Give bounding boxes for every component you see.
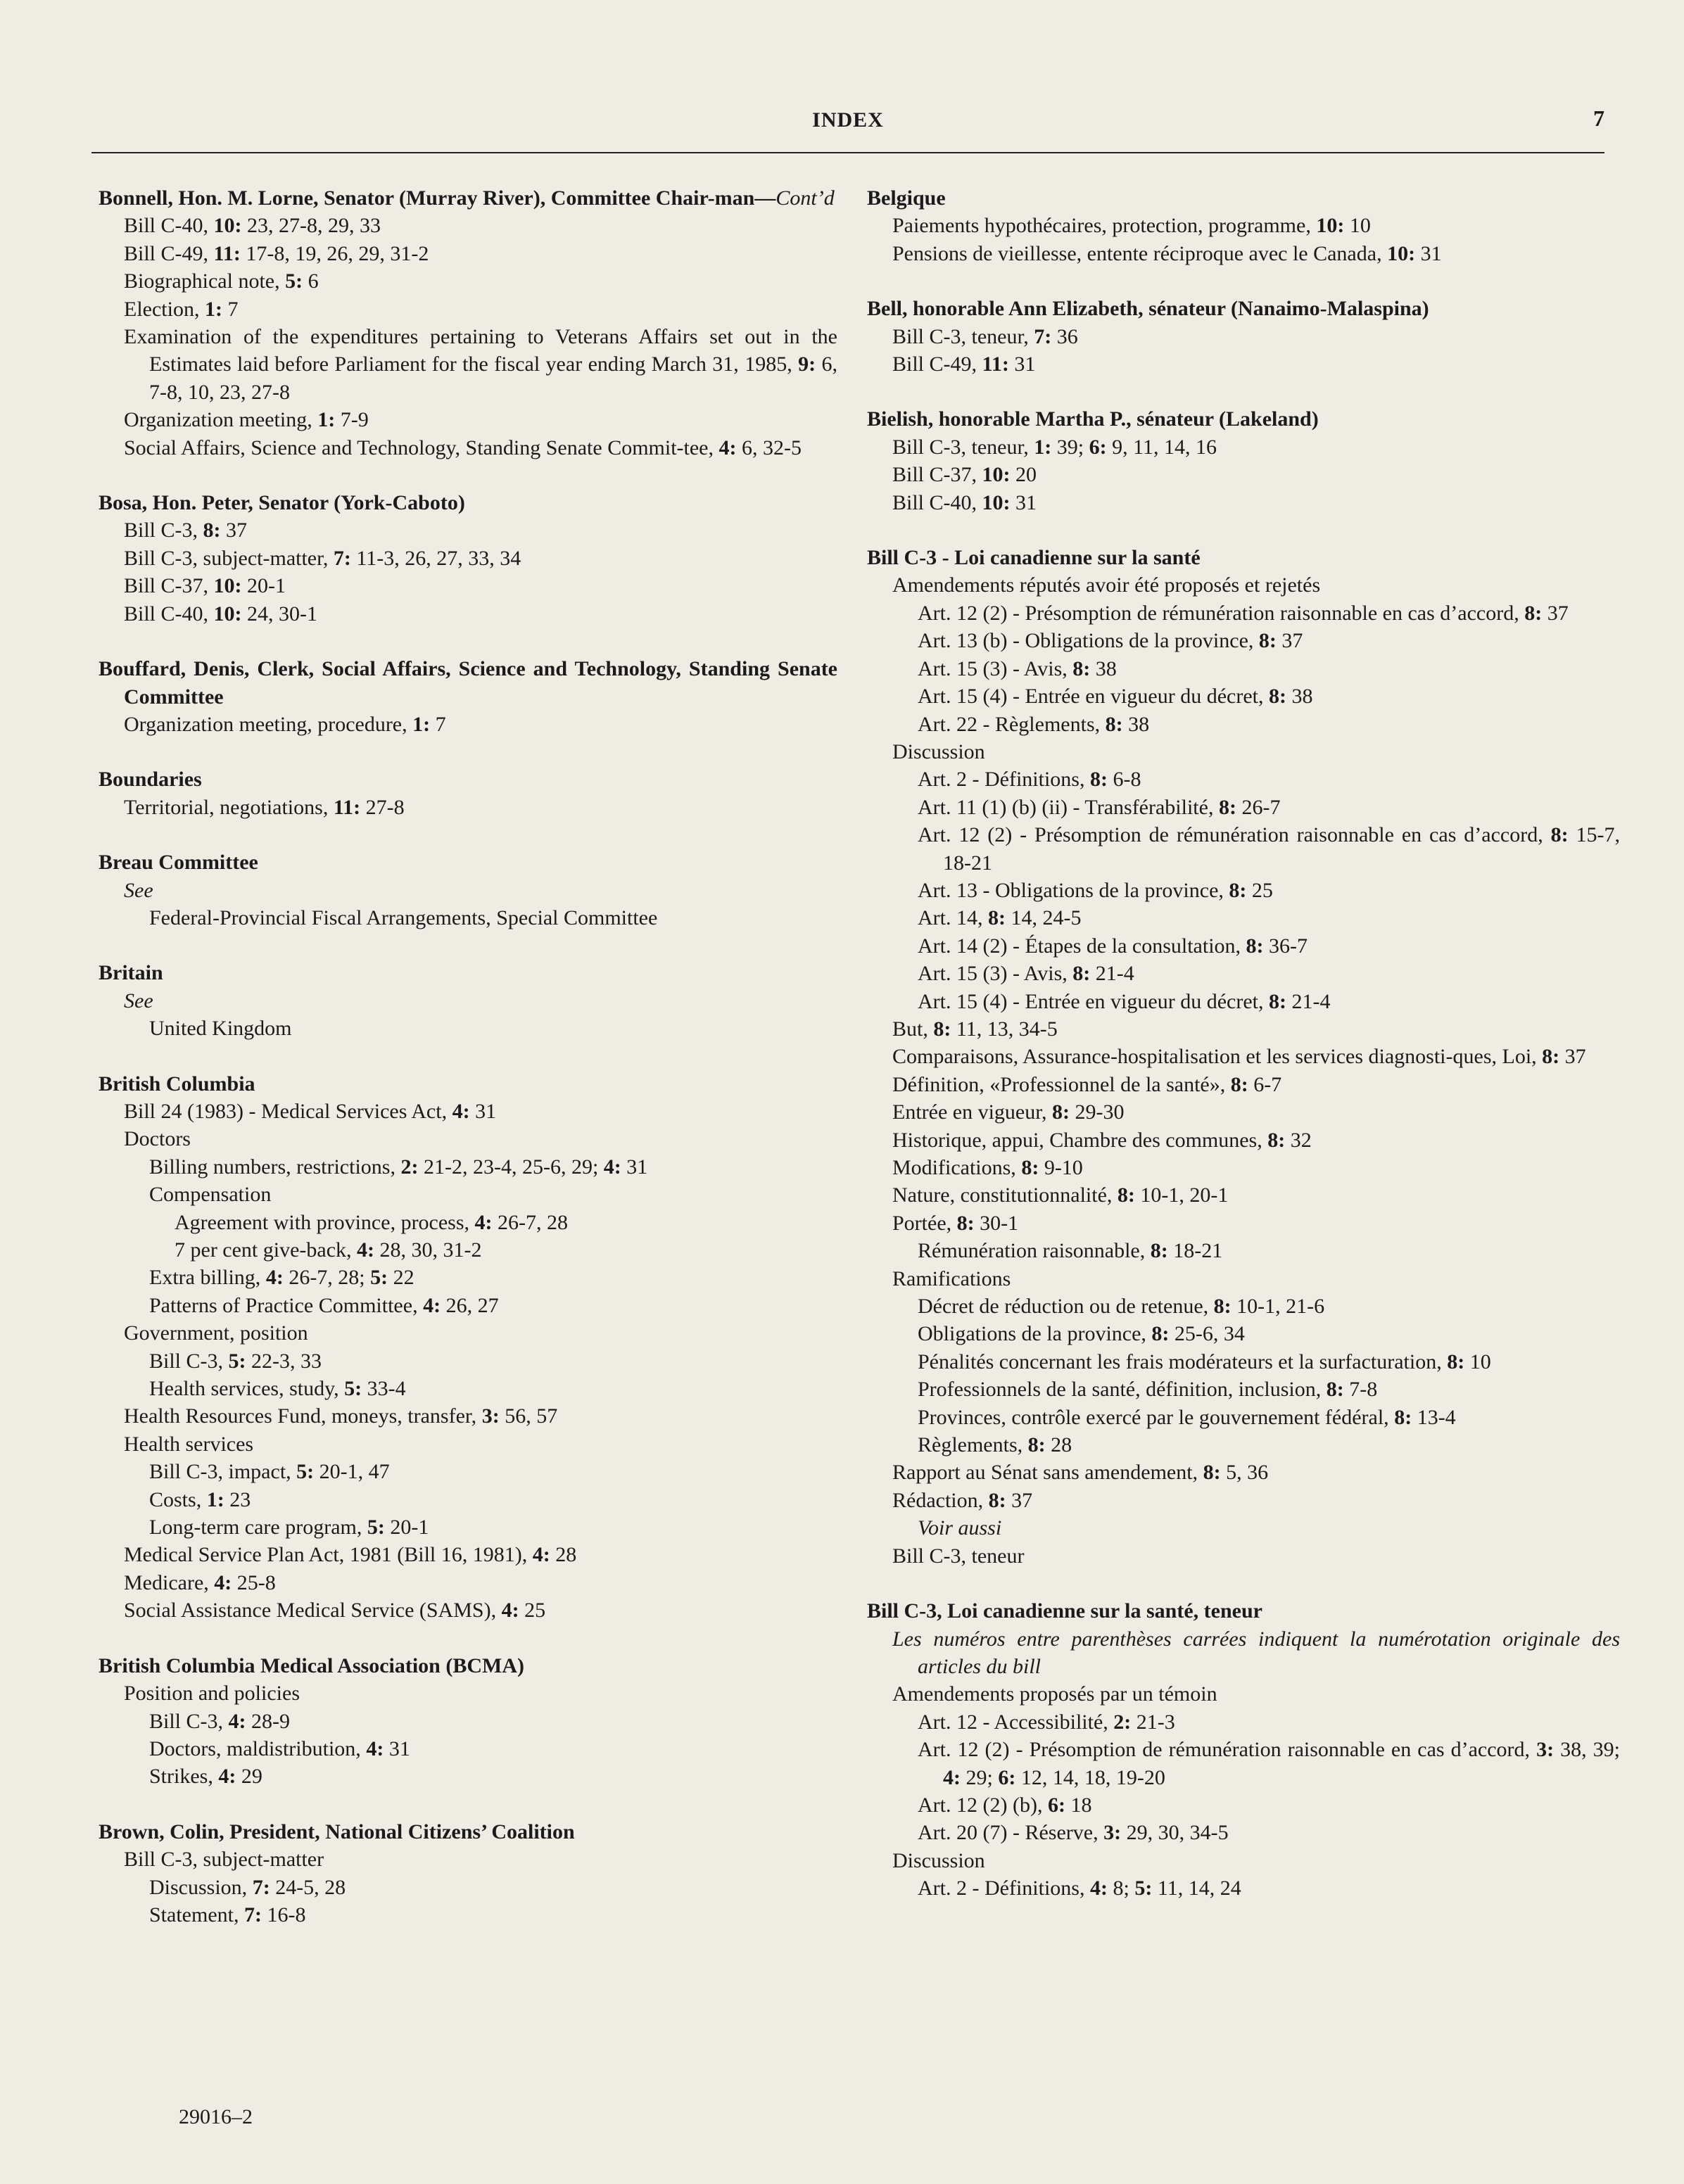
index-entry-bill-c3-teneur <box>867 1597 1620 1902</box>
subentry: Long-term care program, 5: 20-1 <box>149 1516 429 1539</box>
subentry: 7 per cent give-back, 4: 28, 30, 31-2 <box>175 1238 482 1262</box>
subentry: Rémunération raisonnable, 8: 18-21 <box>918 1239 1223 1263</box>
index-entry-belgique <box>867 184 1620 267</box>
subentry: Medical Service Plan Act, 1981 (Bill 16, 1981), 4: 28 <box>124 1543 577 1567</box>
subentry: Art. 15 (4) - Entrée en vigueur du décret, 8: 21-4 <box>918 989 1331 1013</box>
entry-heading: Breau Committee <box>99 851 258 875</box>
subentry: Professionnels de la santé, définition, inclusion, 8: 7-8 <box>918 1378 1378 1402</box>
subentry: Strikes, 4: 29 <box>149 1765 262 1789</box>
subentry: Doctors <box>124 1127 191 1151</box>
entry-heading: Bielish, honorable Martha P., sénateur (Lakeland) <box>867 407 1319 431</box>
index-entry-bouffard <box>99 655 837 738</box>
subentry: Discussion, 7: 24-5, 28 <box>149 1875 346 1899</box>
subentry: Organization meeting, procedure, 1: 7 <box>124 712 446 736</box>
entry-heading: Bosa, Hon. Peter, Senator (York-Caboto) <box>99 491 465 515</box>
page-number: 7 <box>1593 106 1604 131</box>
index-entry-bcma <box>99 1652 837 1791</box>
index-entry-bill-c3 <box>867 544 1620 1570</box>
see-reference: See <box>124 989 153 1012</box>
subentry: Rédaction, 8: 37 <box>892 1488 1033 1512</box>
subentry: Art. 12 - Accessibilité, 2: 21-3 <box>918 1710 1175 1734</box>
entry-heading: Bell, honorable Ann Elizabeth, sénateur (Nanaimo-Malaspina) <box>867 297 1429 321</box>
entry-heading: Boundaries <box>99 768 202 792</box>
subentry: Décret de réduction ou de retenue, 8: 10-1, 21-6 <box>918 1295 1325 1319</box>
subentry: Règlements, 8: 28 <box>918 1433 1072 1457</box>
subentry: Comparaisons, Assurance-hospitalisation et les services diagnosti-ques, Loi, 8: 37 <box>892 1045 1586 1069</box>
subentry: Art. 13 - Obligations de la province, 8: 25 <box>918 878 1273 902</box>
subentry: Health Resources Fund, moneys, transfer, 3: 56, 57 <box>124 1404 558 1428</box>
cross-reference: Federal-Provincial Fiscal Arrangements, Special Committee <box>149 906 658 929</box>
subentry: Pensions de vieillesse, entente réciproque avec le Canada, 10: 31 <box>892 241 1442 265</box>
subentry: Bill C-40, 10: 31 <box>892 490 1037 514</box>
subentry: Bill 24 (1983) - Medical Services Act, 4: 31 <box>124 1099 497 1123</box>
subentry: Art. 15 (3) - Avis, 8: 38 <box>918 656 1117 680</box>
entry-heading: Bill C-3 - Loi canadienne sur la santé <box>867 546 1201 570</box>
subentry: Rapport au Sénat sans amendement, 8: 5, 36 <box>892 1461 1269 1485</box>
see-also-reference: Voir aussi <box>918 1516 1002 1540</box>
entry-heading: Britain <box>99 961 163 985</box>
subentry: Paiements hypothécaires, protection, programme, 10: 10 <box>892 214 1371 238</box>
subentry: Amendements réputés avoir été proposés et rejetés <box>892 573 1321 597</box>
subentry: Health services, study, 5: 33-4 <box>149 1377 406 1401</box>
subentry: Art. 14, 8: 14, 24-5 <box>918 906 1082 930</box>
see-reference: See <box>124 878 153 902</box>
index-entry-british-columbia <box>99 1070 837 1625</box>
subentry: Election, 1: 7 <box>124 297 239 321</box>
subentry: Art. 12 (2) - Présomption de rémunération raisonnable en cas d’accord, 3: 38, 39; 4: 29; 6: 12, 14, 18, 19-20 <box>918 1738 1620 1789</box>
right-column <box>867 184 1620 1930</box>
subentry: Modifications, 8: 9-10 <box>892 1156 1083 1179</box>
subentry: Bill C-40, 10: 24, 30-1 <box>124 602 318 626</box>
subentry: Pénalités concernant les frais modérateurs et la surfacturation, 8: 10 <box>918 1350 1491 1373</box>
index-entry-boundaries <box>99 766 837 821</box>
subentry: Art. 12 (2) (b), 6: 18 <box>918 1793 1092 1817</box>
subentry: Art. 15 (4) - Entrée en vigueur du décret, 8: 38 <box>918 685 1313 709</box>
subentry: Examination of the expenditures pertaining to Veterans Affairs set out in the Estimates laid before Parliament for the fiscal year ending March 31, 1985, 9: 6, 7-8, 10, 23, 27-8 <box>124 325 838 404</box>
index-entry-bonnell <box>99 184 837 462</box>
subentry: But, 8: 11, 13, 34-5 <box>892 1017 1058 1041</box>
subentry: Provinces, contrôle exercé par le gouvernement fédéral, 8: 13-4 <box>918 1405 1456 1429</box>
left-column <box>99 184 837 1956</box>
subentry: Doctors, maldistribution, 4: 31 <box>149 1737 410 1760</box>
subentry: Costs, 1: 23 <box>149 1487 251 1511</box>
entry-heading: Bouffard, Denis, Clerk, Social Affairs, Science and Technology, Standing Senate Committee <box>99 657 837 709</box>
subentry: Government, position <box>124 1321 308 1345</box>
subentry: Social Affairs, Science and Technology, Standing Senate Commit-tee, 4: 6, 32-5 <box>124 436 802 459</box>
entry-heading: British Columbia Medical Association (BCMA) <box>99 1653 524 1677</box>
entry-heading: Bill C-3, Loi canadienne sur la santé, teneur <box>867 1599 1262 1623</box>
subentry: Définition, «Professionnel de la santé», 8: 6-7 <box>892 1072 1282 1096</box>
subentry: Compensation <box>149 1183 272 1207</box>
subentry: Art. 13 (b) - Obligations de la province, 8: 37 <box>918 629 1303 653</box>
subentry: Patterns of Practice Committee, 4: 26, 27 <box>149 1293 499 1317</box>
subentry: Social Assistance Medical Service (SAMS), 4: 25 <box>124 1599 546 1623</box>
subentry: Bill C-3, teneur, 7: 36 <box>892 324 1078 348</box>
index-entry-bielish <box>867 405 1620 516</box>
subentry: Art. 15 (3) - Avis, 8: 21-4 <box>918 962 1134 986</box>
subentry: Bill C-3, 8: 37 <box>124 519 248 542</box>
subentry: Agreement with province, process, 4: 26-7, 28 <box>175 1210 569 1234</box>
subentry: Obligations de la province, 8: 25-6, 34 <box>918 1322 1245 1346</box>
subentry: Territorial, negotiations, 11: 27-8 <box>124 795 405 819</box>
subentry: Extra billing, 4: 26-7, 28; 5: 22 <box>149 1266 414 1290</box>
subentry: Historique, appui, Chambre des communes, 8: 32 <box>892 1128 1312 1152</box>
subentry: Art. 12 (2) - Présomption de rémunération raisonnable en cas d’accord, 8: 37 <box>918 601 1569 625</box>
subentry: Bill C-3, subject-matter <box>124 1848 324 1872</box>
subentry: Nature, constitutionnalité, 8: 10-1, 20-1 <box>892 1183 1229 1207</box>
subentry: Art. 20 (7) - Réserve, 3: 29, 30, 34-5 <box>918 1821 1229 1845</box>
subentry: Entrée en vigueur, 8: 29-30 <box>892 1100 1125 1124</box>
subentry: Bill C-3, teneur, 1: 39; 6: 9, 11, 14, 16 <box>892 435 1217 459</box>
subentry: Art. 22 - Règlements, 8: 38 <box>918 712 1150 736</box>
subentry: Amendements proposés par un témoin <box>892 1682 1217 1706</box>
index-entry-bosa <box>99 489 837 628</box>
entry-heading: Belgique <box>867 186 946 210</box>
index-entry-brown <box>99 1818 837 1929</box>
subentry: Medicare, 4: 25-8 <box>124 1570 276 1594</box>
subentry: Art. 2 - Définitions, 4: 8; 5: 11, 14, 24 <box>918 1877 1241 1900</box>
page-title: INDEX <box>812 108 884 132</box>
subentry: Bill C-40, 10: 23, 27-8, 29, 33 <box>124 214 381 238</box>
subentry: Bill C-3, subject-matter, 7: 11-3, 26, 27, 33, 34 <box>124 546 521 570</box>
subentry: Biographical note, 5: 6 <box>124 269 319 293</box>
subentry: Art. 14 (2) - Étapes de la consultation, 8: 36-7 <box>918 934 1308 958</box>
subentry: Bill C-3, impact, 5: 20-1, 47 <box>149 1460 390 1484</box>
subentry: Art. 11 (1) (b) (ii) - Transférabilité, 8: 26-7 <box>918 795 1281 819</box>
subentry: Art. 12 (2) - Présomption de rémunération raisonnable en cas d’accord, 8: 15-7, 18-21 <box>918 823 1620 875</box>
entry-heading: Bonnell, Hon. M. Lorne, Senator (Murray River), Committee Chair-man—Cont’d <box>99 186 835 210</box>
entry-heading: British Columbia <box>99 1072 255 1096</box>
subentry: Portée, 8: 30-1 <box>892 1211 1019 1235</box>
subentry: Bill C-3, 5: 22-3, 33 <box>149 1349 322 1373</box>
subentry: Bill C-37, 10: 20-1 <box>124 574 286 598</box>
subentry: Discussion <box>892 739 985 763</box>
subentry: Bill C-37, 10: 20 <box>892 463 1037 487</box>
page-header <box>91 106 1604 153</box>
subentry: Discussion <box>892 1848 985 1872</box>
page-footer-code: 29016–2 <box>179 2105 253 2128</box>
subentry: Bill C-49, 11: 17-8, 19, 26, 29, 31-2 <box>124 241 429 265</box>
entry-heading: Brown, Colin, President, National Citizens’ Coalition <box>99 1820 575 1843</box>
cross-reference: Bill C-3, teneur <box>892 1544 1025 1568</box>
subentry: Art. 2 - Définitions, 8: 6-8 <box>918 768 1141 792</box>
subentry: Statement, 7: 16-8 <box>149 1903 306 1926</box>
subentry: Health services <box>124 1432 254 1456</box>
subentry: Billing numbers, restrictions, 2: 21-2, 23-4, 25-6, 29; 4: 31 <box>149 1155 648 1179</box>
entry-note: Les numéros entre parenthèses carrées indiquent la numérotation originale des articles du bill <box>892 1627 1620 1678</box>
subentry: Organization meeting, 1: 7-9 <box>124 408 369 432</box>
subentry: Ramifications <box>892 1266 1011 1290</box>
subentry: Position and policies <box>124 1682 300 1706</box>
index-entry-bell <box>867 295 1620 378</box>
index-entry-breau <box>99 849 837 932</box>
index-entry-britain <box>99 959 837 1042</box>
subentry: Bill C-49, 11: 31 <box>892 353 1036 376</box>
subentry: Bill C-3, 4: 28-9 <box>149 1709 291 1733</box>
cross-reference: United Kingdom <box>149 1017 292 1041</box>
